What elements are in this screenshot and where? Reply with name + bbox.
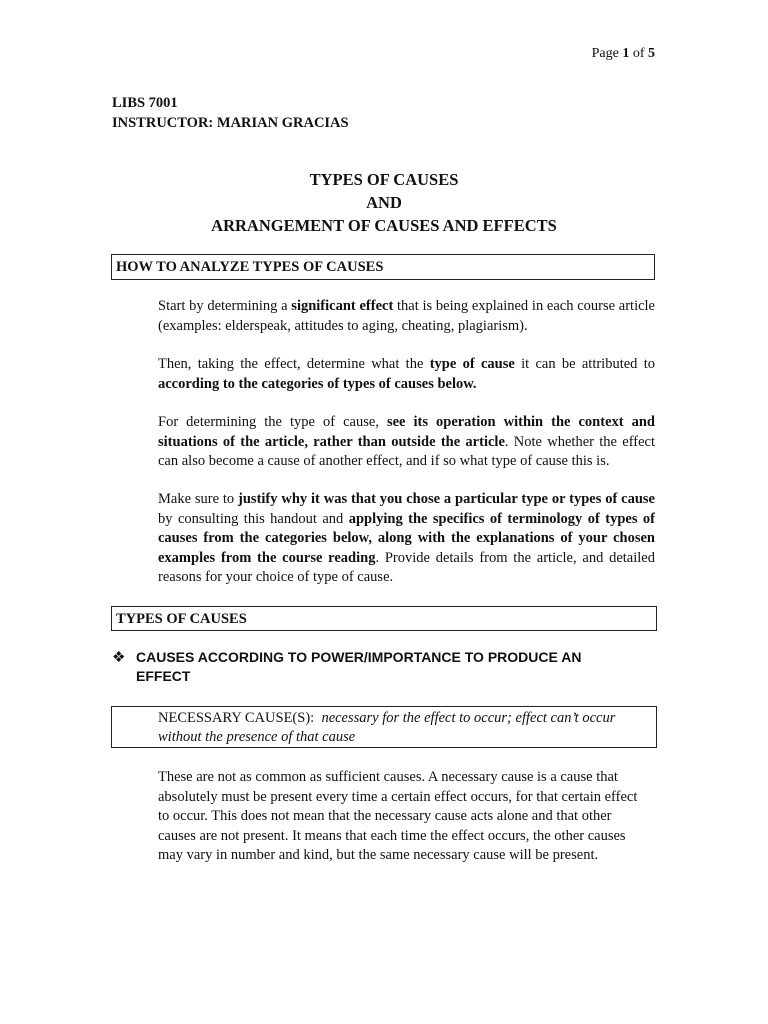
p4-text-a: Make sure to <box>158 491 239 507</box>
title-line-3: ARRANGEMENT OF CAUSES AND EFFECTS <box>211 216 557 235</box>
bullet-text-line-2: EFFECT <box>136 668 191 684</box>
bullet-text <box>136 648 581 686</box>
p1-bold: significant effect <box>291 298 394 314</box>
p3-bold: see its operation within the context and situations of the article, rather than outside the article <box>158 414 655 450</box>
necessary-cause-term: NECESSARY CAUSE(S) <box>158 710 311 726</box>
necessary-cause-colon: : <box>310 710 315 726</box>
section-heading-analyze <box>111 254 655 280</box>
page-label: Page <box>591 46 619 61</box>
p2-bold-1: type of cause <box>429 356 515 372</box>
p4-bold-1: justify why it was that you chose a particular type or types of cause <box>238 491 655 507</box>
page-of: of <box>632 46 645 61</box>
course-code: LIBS 7001 <box>112 95 178 111</box>
section-heading-analyze-text: HOW TO ANALYZE TYPES OF CAUSES <box>116 259 384 275</box>
p4-bold-2: applying the specifics of terminology of types of causes from the categories below, along with the explanations of your chosen examples from the course reading <box>158 510 655 566</box>
paragraph-4 <box>158 490 655 588</box>
diamond-bullet-icon: ❖ <box>112 650 126 666</box>
bullet-causes-power <box>112 648 657 686</box>
necessary-cause-definition: necessary for the effect to occur; effect can’t occur without the presence of that cause <box>158 710 616 745</box>
necessary-cause-box <box>111 706 657 748</box>
p3-text-c: . Note whether the effect can also become a cause of another effect, and if so what type of cause this is. <box>158 433 655 470</box>
section-heading-types <box>111 606 657 631</box>
title-line-2: AND <box>366 193 402 212</box>
title-line-1: TYPES OF CAUSES <box>309 170 459 189</box>
instructor-name: INSTRUCTOR: MARIAN GRACIAS <box>112 115 349 131</box>
p1-text-a: Start by determining a <box>158 298 292 314</box>
p1-text-c: that is being explained in each course article (examples: elderspeak, attitudes to aging, cheating, plagiarism). <box>158 298 655 334</box>
p2-text-a: Then, taking the effect, determine what the <box>158 356 430 372</box>
p4-text-e: . Provide details from the article, and detailed reasons for your choice of type of cause. <box>158 549 655 586</box>
page-total: 5 <box>648 46 655 61</box>
paragraph-2 <box>158 355 655 394</box>
course-info <box>112 93 349 133</box>
section-heading-types-text: TYPES OF CAUSES <box>116 611 247 627</box>
p4-text-c: by consulting this handout and <box>158 510 349 527</box>
page-number <box>592 46 655 62</box>
bullet-text-line-1: CAUSES ACCORDING TO POWER/IMPORTANCE TO PRODUCE AN <box>136 649 582 665</box>
p3-text-a: For determining the type of cause, <box>158 414 387 430</box>
p2-bold-2: according to the categories of types of causes below. <box>158 375 477 392</box>
page-current: 1 <box>622 46 630 61</box>
p2-text-c: it can be attributed to <box>514 356 655 372</box>
necessary-cause-paragraph: These are not as common as sufficient causes. A necessary cause is a cause that absolutely must be present every time a certain effect occurs, for that certain effect to occur. This does not mean that the necessary cause acts alone and that other causes are not present. It means that each time the effect occurs, the other causes may vary in number and kind, but the same necessary cause will be present. <box>158 769 638 864</box>
paragraph-1 <box>158 297 655 336</box>
paragraph-3 <box>158 413 655 472</box>
